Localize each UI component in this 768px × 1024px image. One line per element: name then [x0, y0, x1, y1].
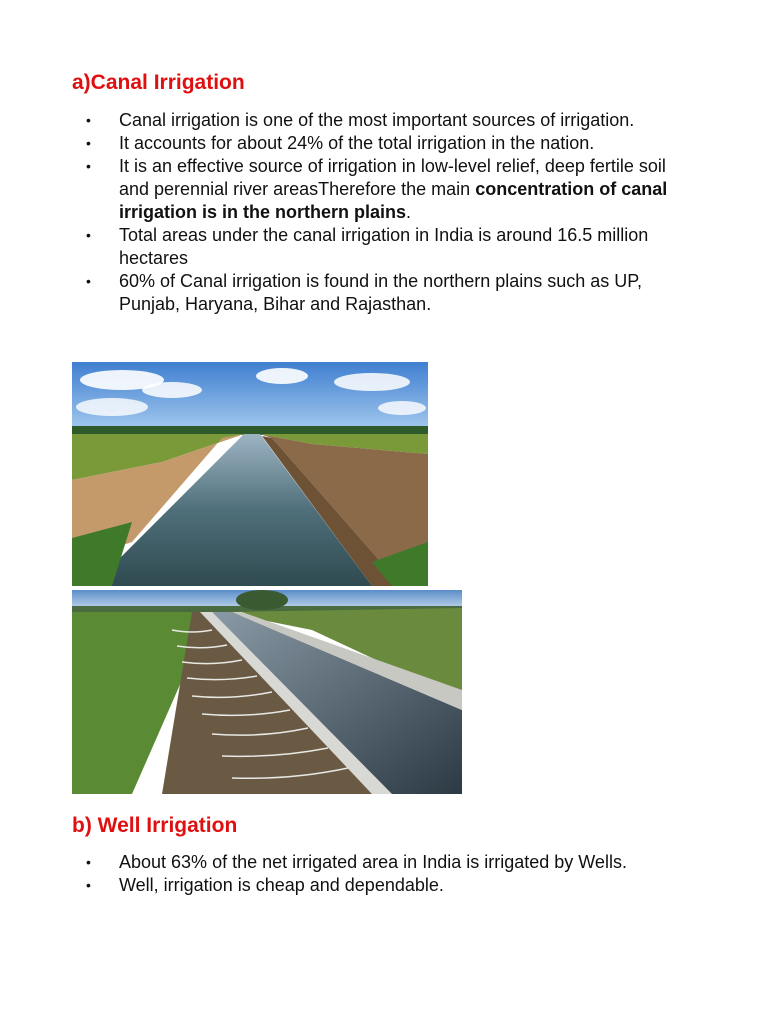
list-item: [86, 132, 696, 155]
bullet-text: About 63% of the net irrigated area in India is irrigated by Wells.: [119, 852, 627, 872]
canal-photo-earthen: [72, 362, 428, 586]
list-item: [86, 270, 696, 316]
bullet-bold-text: concentration of canal irrigation is in the northern plains: [119, 179, 668, 222]
list-item: [86, 851, 696, 874]
cloud: [334, 373, 410, 391]
list-item: [86, 109, 696, 132]
cloud: [378, 401, 426, 415]
cloud: [76, 398, 148, 416]
section-a-bullet-list: [86, 109, 696, 316]
cloud: [142, 382, 202, 398]
bullet-text: It accounts for about 24% of the total irrigation in the nation.: [119, 133, 595, 153]
list-item: [86, 874, 696, 897]
section-b-bullet-list: [86, 851, 696, 897]
cloud: [256, 368, 308, 384]
bullet-text: It is an effective source of irrigation in low-level relief, deep fertile soil and perennial river areasTherefore the main: [119, 156, 666, 199]
bullet-icon: •: [86, 854, 91, 870]
section-a-heading: a)Canal Irrigation: [72, 71, 245, 94]
list-item: [86, 224, 696, 270]
bullet-text: 60% of Canal irrigation is found in the northern plains such as UP, Punjab, Haryana, Bihar and Rajasthan.: [119, 271, 642, 314]
bullet-icon: •: [86, 158, 91, 174]
bullet-text-end: .: [406, 202, 412, 222]
canal-photo-lined: [72, 590, 462, 794]
bullet-icon: •: [86, 112, 91, 128]
bullet-text: Canal irrigation is one of the most important sources of irrigation.: [119, 110, 635, 130]
bullet-icon: •: [86, 227, 91, 243]
section-b-heading: b) Well Irrigation: [72, 814, 238, 837]
bullet-text: Total areas under the canal irrigation in India is around 16.5 million hectares: [119, 225, 649, 268]
tree-line: [72, 426, 428, 435]
bullet-text: Well, irrigation is cheap and dependable.: [119, 875, 444, 895]
bullet-icon: •: [86, 135, 91, 151]
bullet-icon: •: [86, 877, 91, 893]
bullet-icon: •: [86, 273, 91, 289]
tree: [236, 590, 288, 610]
list-item: [86, 155, 696, 224]
